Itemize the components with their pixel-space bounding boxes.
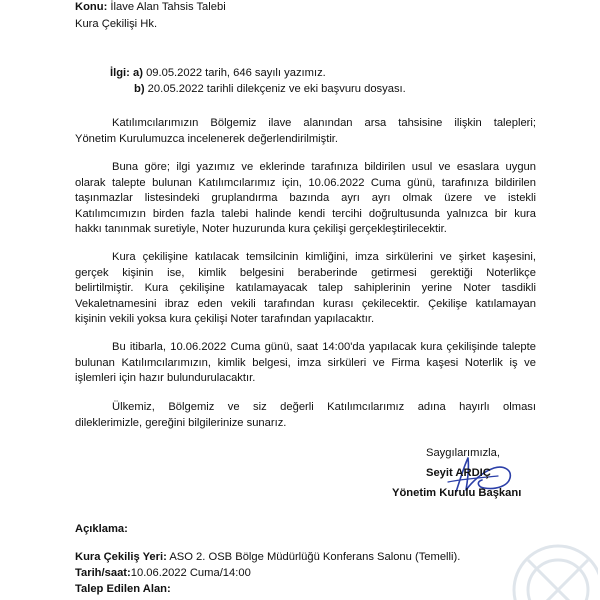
paragraph-1-line: Yönetim Kurulumuzca incelenerek değerlendirilmiştir. xyxy=(75,132,339,145)
paragraph-5-line: Ülkemiz, Bölgemiz ve siz değerli Katılımcılarımız adına hayırlı olması xyxy=(112,401,536,413)
paragraph-4-line: Bu itibarla, 10.06.2022 Cuma günü, saat 14:00'da yapılacak kura çekilişinde talepte xyxy=(112,341,536,353)
subject-subline: Kura Çekilişi Hk. xyxy=(75,18,158,30)
paragraph-3-line: kişinin vekili yoksa kura çekilişi Noter tarafından yapılacaktır. xyxy=(75,313,375,326)
notes-location-label: Kura Çekiliş Yeri: xyxy=(75,551,167,563)
notes-location xyxy=(75,550,460,566)
paragraph-4-line: bulunan Katılımcılarımızın, kimlik belgesi, imza sirküleri ve Firma kaşesi Noterlik iş ve xyxy=(75,356,536,369)
paragraph-3-line: belirtilmiştir. Kura çekilişine katılamayacak talep sahiplerinin yerine Noter tasdikli xyxy=(75,282,536,295)
paragraph-3-line: Kura çekilişine katılacak temsilcinin kimliğini, imza sirkülerini ve şirket kaşesini, xyxy=(112,251,536,263)
paragraph-2 xyxy=(75,160,536,238)
notes-datetime-label: Tarih/saat: xyxy=(75,567,131,579)
paragraph-3 xyxy=(75,250,536,328)
notes-location-value: ASO 2. OSB Bölge Müdürlüğü Konferans Salonu (Temelli). xyxy=(169,551,461,563)
reference-a xyxy=(110,66,326,82)
closing-greeting: Saygılarımızla, xyxy=(426,447,500,459)
reference-b xyxy=(134,82,406,98)
subject-line xyxy=(75,0,226,16)
paragraph-2-line: Buna göre; ilgi yazımız ve eklerinde tarafınıza bildirilen usul ve esaslara uygun xyxy=(112,161,536,173)
signatory-title: Yönetim Kurulu Başkanı xyxy=(392,487,522,499)
subject-label: Konu: xyxy=(75,1,108,13)
signatory-name: Seyit ARDIÇ xyxy=(426,467,491,479)
reference-a-marker: a) xyxy=(133,67,143,79)
paragraph-2-line: Katılımcımızın birden fazla talebi halinde kendi tercihi doğrultusunda yalnızca bir kura xyxy=(75,207,536,220)
paragraph-2-line: hakkı tanınmak suretiyle, Noter huzurunda kura çekilişi gerçekleştirilecektir. xyxy=(75,223,447,236)
paragraph-3-line: Vekaletnamesini ibraz eden vekili tarafından kurası çekilecektir. Çekilişe katılamayan xyxy=(75,297,536,310)
reference-b-marker: b) xyxy=(134,83,145,95)
paragraph-4 xyxy=(75,340,536,387)
notes-heading: Açıklama: xyxy=(75,523,128,535)
reference-a-text: 09.05.2022 tarih, 646 sayılı yazımız. xyxy=(146,67,326,79)
notes-datetime xyxy=(75,566,251,582)
paragraph-2-line: olarak talepte bulunan Katılımcılarımız için, 10.06.2022 Cuma günü, tarafınıza bildirilen xyxy=(75,176,536,189)
paragraph-4-line: işlemleri için hazır bulundurulacaktır. xyxy=(75,372,256,385)
paragraph-3-line: gerçek kişinin ise, kimlik belgesini beraberinde getirmesi gerektiği Noterlikçe xyxy=(75,266,536,279)
notes-requested-area-label: Talep Edilen Alan: xyxy=(75,583,171,595)
paragraph-2-line: taşınmazlar listesindeki gruplandırma bazında ayrı ayrı olmak üzere ve istekli xyxy=(75,192,536,205)
reference-label: İlgi: xyxy=(110,67,130,79)
watermark-emblem xyxy=(488,520,598,600)
paragraph-1 xyxy=(75,116,536,147)
subject-value: İlave Alan Tahsis Talebi xyxy=(110,1,226,13)
notes-datetime-value: 10.06.2022 Cuma/14:00 xyxy=(130,567,251,579)
paragraph-1-line: Katılımcılarımızın Bölgemiz ilave alanından arsa tahsisine ilişkin talepleri; xyxy=(112,117,536,129)
reference-b-text: 20.05.2022 tarihli dilekçeniz ve eki başvuru dosyası. xyxy=(147,83,406,95)
paragraph-5-line: dileklerimizle, gereğini bilgilerinize sunarız. xyxy=(75,416,287,429)
paragraph-5 xyxy=(75,400,536,431)
